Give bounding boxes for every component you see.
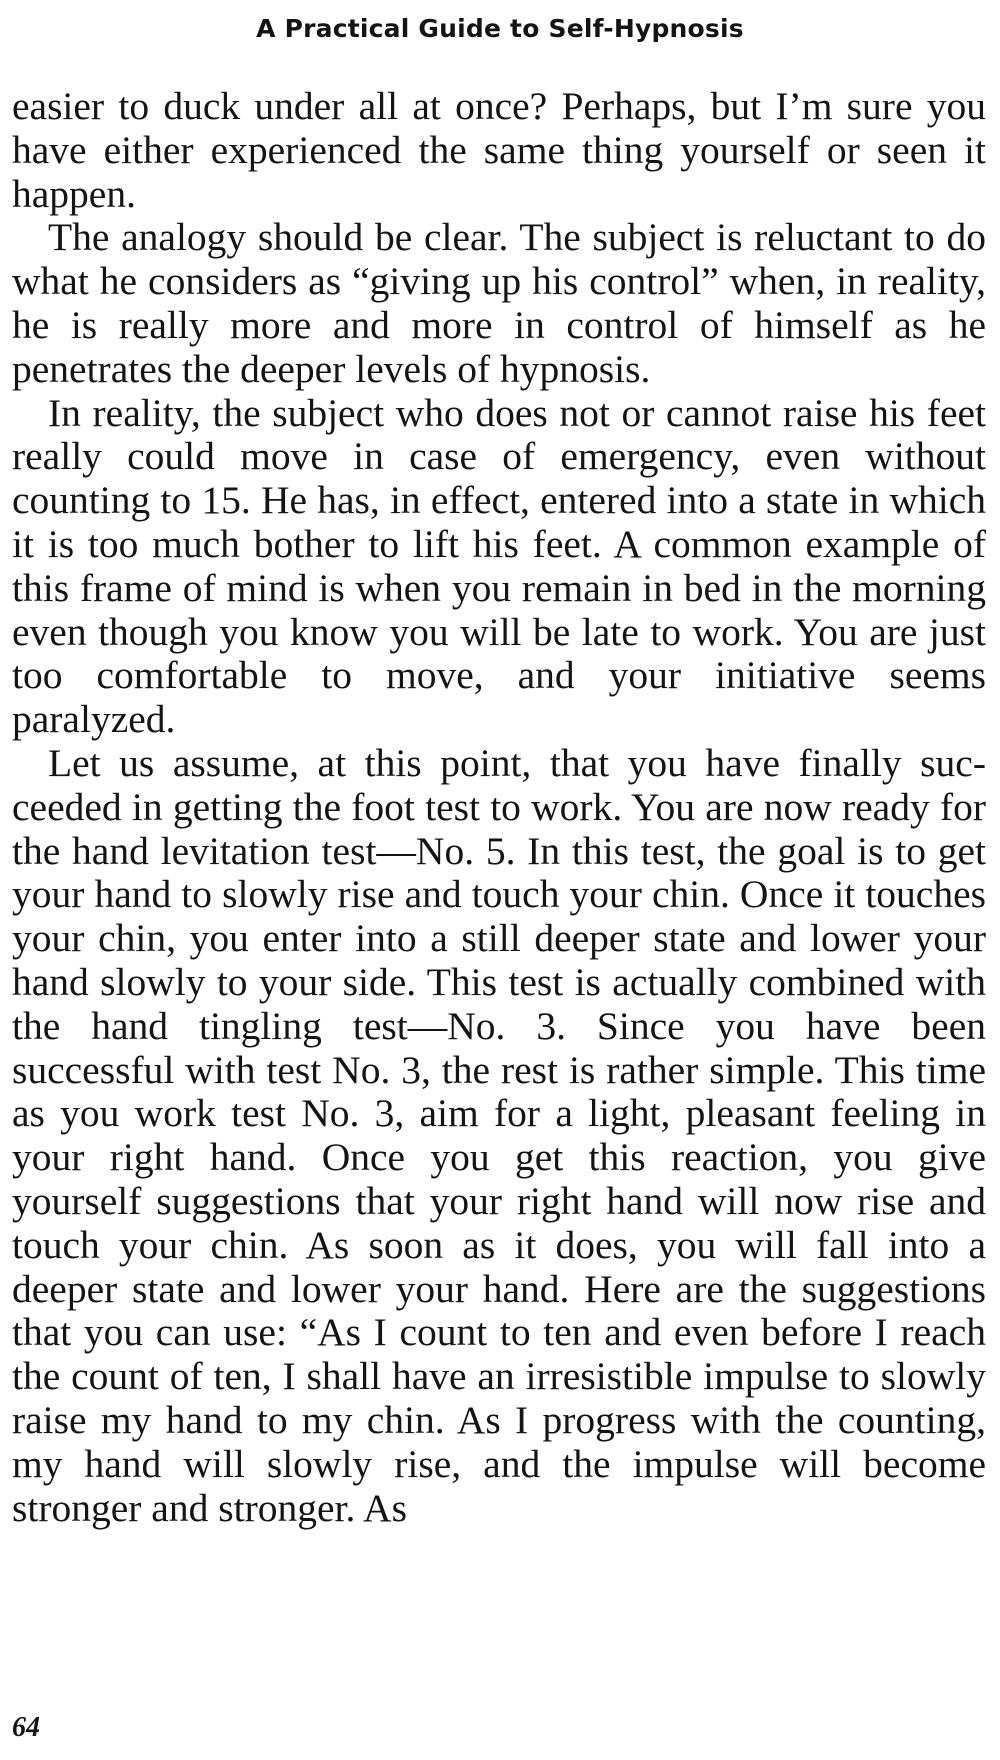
- paragraph-1: easier to duck under all at once? Perhaps, but I’m sure you have either experienced the same thing yourself or seen it happen.: [12, 84, 986, 216]
- paragraph-2: The analogy should be clear. The subject is reluctant to do what he considers as “giving up his control” when, in reality, he is really more and more in control of himself as he penetrates the deeper levels of hypnosis.: [12, 215, 986, 391]
- body-text: [12, 85, 986, 1530]
- page-number: 64: [12, 1712, 40, 1743]
- running-head-title: A Practical Guide to Self-Hypnosis: [256, 14, 744, 43]
- paragraph-3: In reality, the subject who does not or cannot raise his feet really could move in case of emergency, even without counting to 15. He has, in effect, entered into a state in which it is too much bother to lift his feet. A common example of this frame of mind is when you remain in bed in the morning even though you know you will be late to work. You are just too comfortable to move, and your initiative seems paralyzed.: [12, 390, 986, 742]
- paragraph-4: Let us assume, at this point, that you have finally succeeded in getting the foot test to work. You are now ready for the hand levitation test—No. 5. In this test, the goal is to get your hand to slowly rise and touch your chin. Once it touches your chin, you enter into a still deeper state and lower your hand slowly to your side. This test is actually combined with the hand tingling test—No. 3. Since you have been successful with test No. 3, the rest is rather simple. This time as you work test No. 3, aim for a light, pleasant feeling in your right hand. Once you get this reaction, you give yourself suggestions that your right hand will now rise and touch your chin. As soon as it does, you will fall into a deeper state and lower your hand. Here are the suggestions that you can use: “As I count to ten and even before I reach the count of ten, I shall have an irresistible impulse to slowly raise my hand to my chin. As I progress with the counting, my hand will slowly rise, and the impulse will become stronger and stronger. As: [12, 740, 986, 1530]
